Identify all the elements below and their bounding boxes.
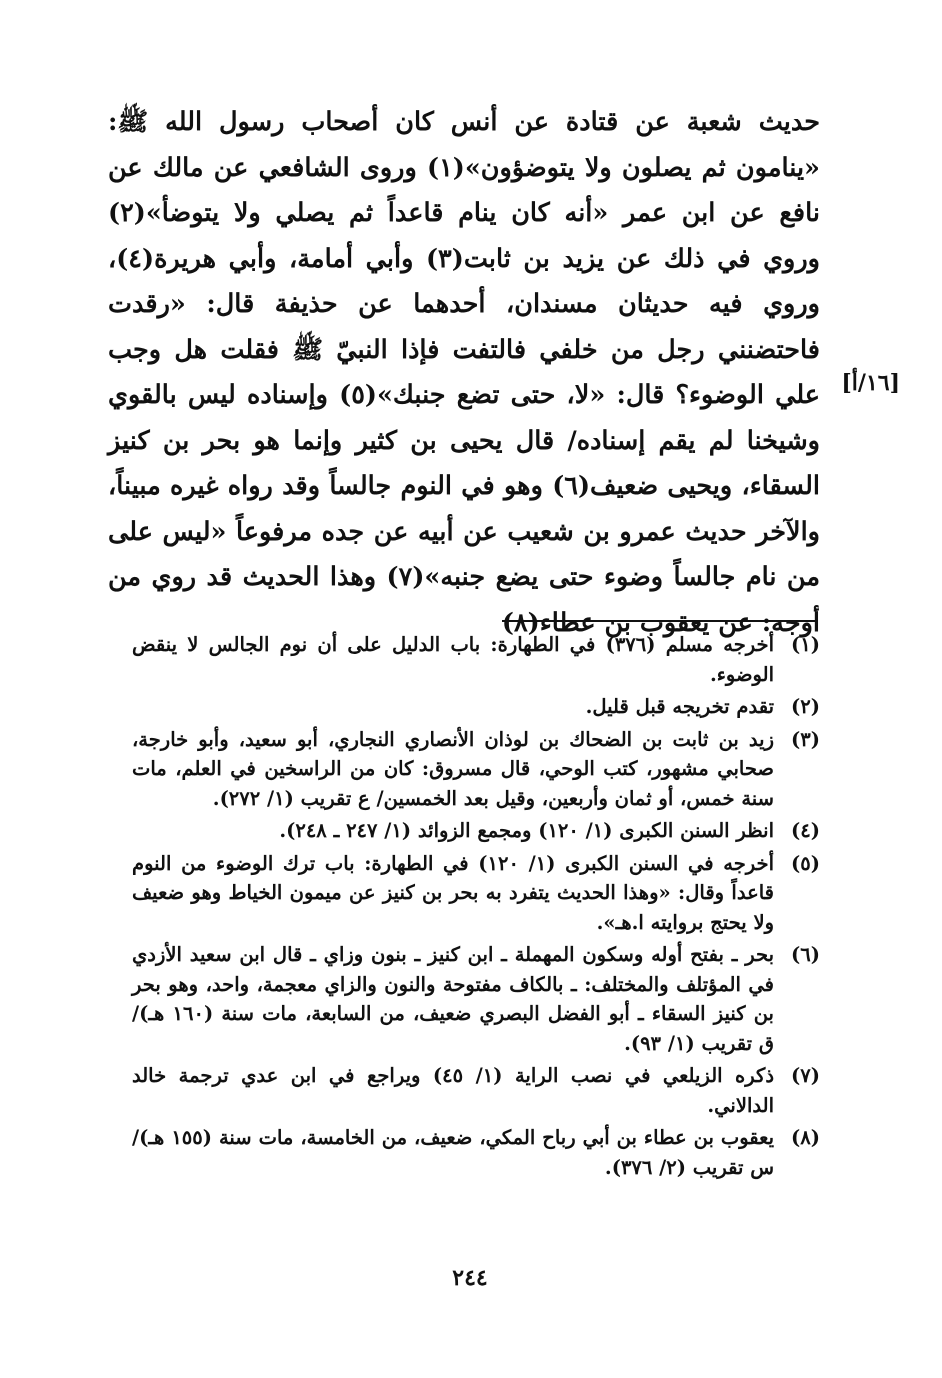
footnote-item [132,1061,820,1120]
footnote-number: (٦) [791,943,820,966]
footnote-text: تقدم تخريجه قبل قليل. [585,695,774,718]
footnote-text: ذكره الزيلعي في نصب الراية (١/ ٤٥) ويراجع في ابن عدي ترجمة خالد الدالاني. [132,1064,774,1117]
footnote-separator [502,620,815,622]
footnote-item [132,940,820,1058]
footnote-text: يعقوب بن عطاء بن أبي رباح المكي، ضعيف، من الخامسة، مات سنة (١٥٥ هـ)/ س تقريب (٢/ ٣٧٦). [132,1126,774,1179]
page-number: ٢٤٤ [452,1265,488,1291]
footnote-text: زيد بن ثابت بن الضحاك بن لوذان الأنصاري النجاري، أبو سعيد، وأبو خارجة، صحابي مشهور، كتب الوحي، قال مسروق: كان من الراسخين في العلم، مات سنة خمس، أو ثمان وأربعين، وقيل بعد الخمسين/ ع تقريب (١/ ٢٧٢). [132,727,774,810]
footnote-number: (٢) [791,695,820,718]
footnote-item [132,725,820,814]
footnote-number: (٧) [791,1064,820,1087]
footnote-number: (٥) [791,851,820,875]
footnote-number: (٤) [791,819,820,842]
main-paragraph: حديث شعبة عن قتادة عن أنس كان أصحاب رسول الله ﷺ: «ينامون ثم يصلون ولا يتوضؤون»(١) وروى الشافعي عن مالك عن نافع عن ابن عمر «أنه كان ينام قاعداً ثم يصلي ولا يتوضأ»(٢) وروي في ذلك عن يزيد بن ثابت(٣) وأبي أمامة، وأبي هريرة(٤)، وروي فيه حديثان مسندان، أحدهما عن حذيفة قال: «رقدت فاحتضنني رجل من خلفي فالتفت فإذا النبيّ ﷺ فقلت هل وجب علي الوضوء؟ قال: «لا، حتى تضع جنبك»(٥) وإسناده ليس بالقوي وشيخنا لم يقم إسناده/ قال يحيى بن كثير وإنما هو بحر بن كنيز السقاء، ويحيى ضعيف(٦) وهو في النوم جالساً وقد رواه غيره مبيناً، والآخر حديث عمرو بن شعيب عن أبيه عن جده مرفوعاً «ليس على من نام جالساً وضوء حتى يضع جنبه»(٧) وهذا الحديث قد روي من أوجه: عن يعقوب بن عطاء(٨) [108,107,820,638]
footnote-number: (١) [791,633,820,656]
main-text-block [108,100,820,646]
footnote-item [132,1123,820,1182]
margin-folio-note: [١٦/أ] [841,370,900,396]
footnote-number: (٣) [791,727,820,751]
footnote-item [132,816,820,846]
footnote-number: (٨) [791,1126,820,1149]
footnote-item [132,630,820,689]
footnote-text: أخرجه في السنن الكبرى (١/ ١٢٠) في الطهارة: باب ترك الوضوء من النوم قاعداً وقال: «وهذا الحديث يتفرد به بحر بن كنيز عن ميمون الخياط وهو ضعيف ولا يحتج بروايته ا.هـ». [132,851,774,934]
footnote-text: بحر ـ بفتح أوله وسكون المهملة ـ ابن كنيز ـ بنون وزاي ـ قال ابن سعيد الأزدي في المؤتلف والمختلف: ـ بالكاف مفتوحة والنون والزاي معجمة، واحد، وهو بحر بن كنيز السقاء ـ أبو الفضل البصري ضعيف، من السابعة، مات سنة (١٦٠ هـ)/ ق تقريب (١/ ٩٣). [132,943,774,1055]
footnote-item [132,849,820,938]
footnote-item [132,692,820,722]
footnote-text: أخرجه مسلم (٣٧٦) في الطهارة: باب الدليل على أن نوم الجالس لا ينقض الوضوء. [132,633,774,686]
footnotes-section [132,630,820,1185]
footnote-text: انظر السنن الكبرى (١/ ١٢٠) ومجمع الزوائد (١/ ٢٤٧ ـ ٢٤٨). [279,819,774,842]
